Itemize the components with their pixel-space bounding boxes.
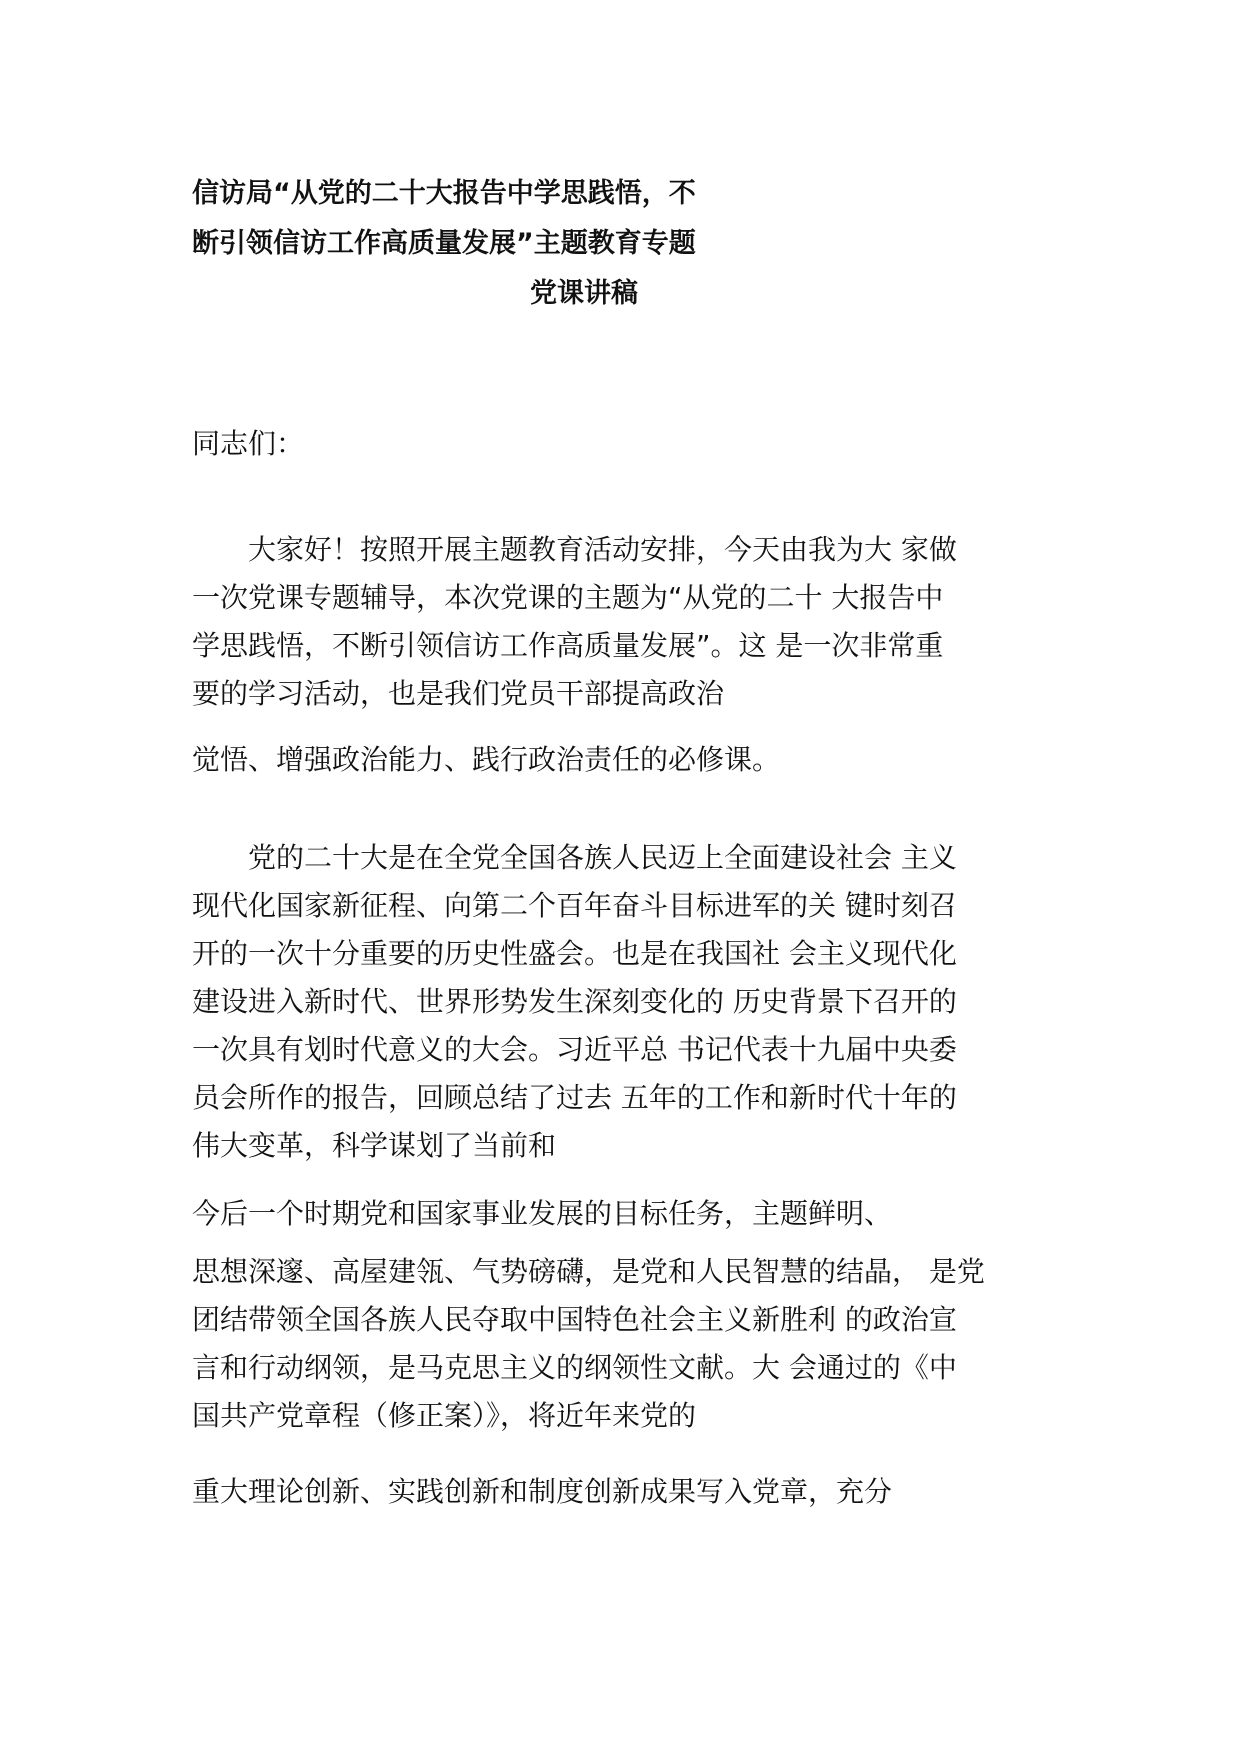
paragraph4-line-3: 言和行动纲领，是马克思主义的纲领性文献。大 会通过的《中 bbox=[192, 1351, 957, 1384]
paragraph1-line-4: 要的学习活动，也是我们党员干部提高政治 bbox=[192, 677, 725, 710]
paragraph2-line-5: 一次具有划时代意义的大会。习近平总 书记代表十九届中央委 bbox=[192, 1033, 957, 1066]
paragraph1-line-1: 大家好！按照开展主题教育活动安排，今天由我为大 家做 bbox=[192, 533, 957, 566]
paragraph1-line-3: 学思践悟，不断引领信访工作高质量发展”。这 是一次非常重 bbox=[192, 629, 944, 662]
paragraph4-line-1: 思想深邃、高屋建瓴、气势磅礴，是党和人民智慧的结晶， 是党 bbox=[192, 1255, 985, 1288]
paragraph1b: 觉悟、增强政治能力、践行政治责任的必修课。 bbox=[192, 743, 781, 776]
paragraph2-line-7: 伟大变革，科学谋划了当前和 bbox=[192, 1129, 557, 1162]
paragraph2-line-4: 建设进入新时代、世界形势发生深刻变化的 历史背景下召开的 bbox=[192, 985, 957, 1018]
paragraph2-line-6: 员会所作的报告，回顾总结了过去 五年的工作和新时代十年的 bbox=[192, 1081, 957, 1114]
paragraph3: 今后一个时期党和国家事业发展的目标任务，主题鲜明、 bbox=[192, 1197, 893, 1230]
title-line-3: 党课讲稿 bbox=[530, 278, 638, 309]
paragraph4-line-4: 国共产党章程（修正案）》，将近年来党的 bbox=[192, 1399, 697, 1432]
paragraph1-line-2: 一次党课专题辅导，本次党课的主题为“从党的二十 大报告中 bbox=[192, 581, 944, 614]
title-line-1: 信访局“从党的二十大报告中学思践悟，不 bbox=[192, 178, 696, 209]
paragraph2-line-2: 现代化国家新征程、向第二个百年奋斗目标进军的关 键时刻召 bbox=[192, 889, 957, 922]
paragraph5: 重大理论创新、实践创新和制度创新成果写入党章，充分 bbox=[192, 1475, 893, 1508]
title-line-2: 断引领信访工作高质量发展”主题教育专题 bbox=[192, 228, 696, 259]
paragraph4-line-2: 团结带领全国各族人民夺取中国特色社会主义新胜利 的政治宣 bbox=[192, 1303, 957, 1336]
paragraph2-line-3: 开的一次十分重要的历史性盛会。也是在我国社 会主义现代化 bbox=[192, 937, 957, 970]
salutation: 同志们： bbox=[192, 427, 305, 460]
paragraph2-line-1: 党的二十大是在全党全国各族人民迈上全面建设社会 主义 bbox=[192, 841, 957, 874]
